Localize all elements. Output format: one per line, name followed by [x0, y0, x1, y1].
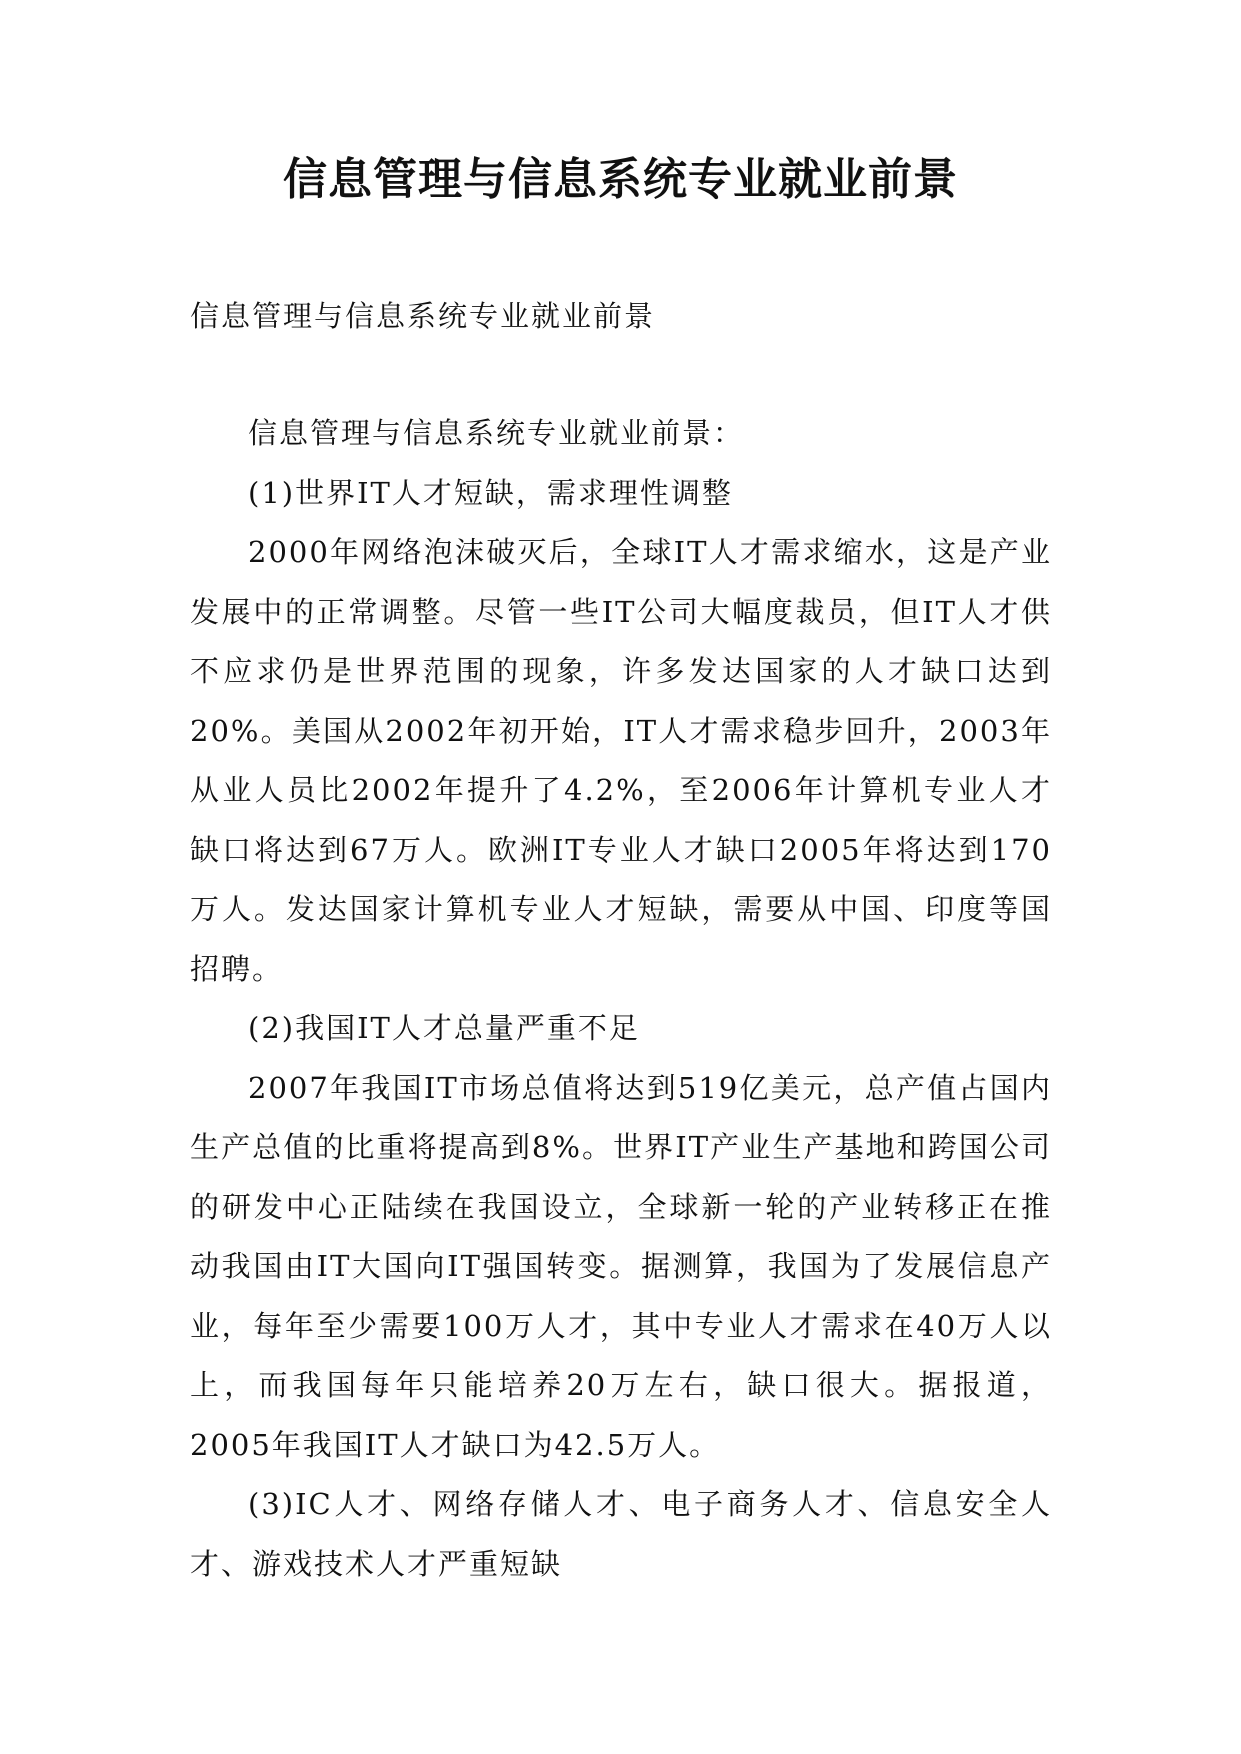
- paragraph-heading-2: (2)我国IT人才总量严重不足: [248, 1011, 640, 1045]
- paragraph-intro: 信息管理与信息系统专业就业前景：: [248, 416, 745, 450]
- paragraph-heading-3: (3)IC人才、网络存储人才、电子商务人才、信息安全人才、游戏技术人才严重短缺: [190, 1487, 1052, 1581]
- paragraph-world-it: 2000年网络泡沫破灭后，全球IT人才需求缩水，这是产业发展中的正常调整。尽管一些IT公司大幅度裁员，但IT人才供不应求仍是世界范围的现象，许多发达国家的人才缺口达到20%。美国从2002年初开始，IT人才需求稳步回升，2003年从业人员比2002年提升了4.2%，至2006年计算机专业人才缺口将达到67万人。欧洲IT专业人才缺口2005年将达到170万人。发达国家计算机专业人才短缺，需要从中国、印度等国招聘。: [190, 535, 1052, 986]
- document-subtitle: 信息管理与信息系统专业就业前景: [190, 299, 656, 333]
- document-body: [190, 404, 1052, 1594]
- paragraph-heading-1: (1)世界IT人才短缺，需求理性调整: [248, 475, 733, 510]
- document-title: 信息管理与信息系统专业就业前景: [283, 154, 958, 205]
- paragraph-china-it: 2007年我国IT市场总值将达到519亿美元，总产值占国内生产总值的比重将提高到8%。世界IT产业生产基地和跨国公司的研发中心正陆续在我国设立，全球新一轮的产业转移正在推动我国由IT大国向IT强国转变。据测算，我国为了发展信息产业，每年至少需要100万人才，其中专业人才需求在40万人以上，而我国每年只能培养20万左右，缺口很大。据报道，2005年我国IT人才缺口为42.5万人。: [190, 1070, 1052, 1462]
